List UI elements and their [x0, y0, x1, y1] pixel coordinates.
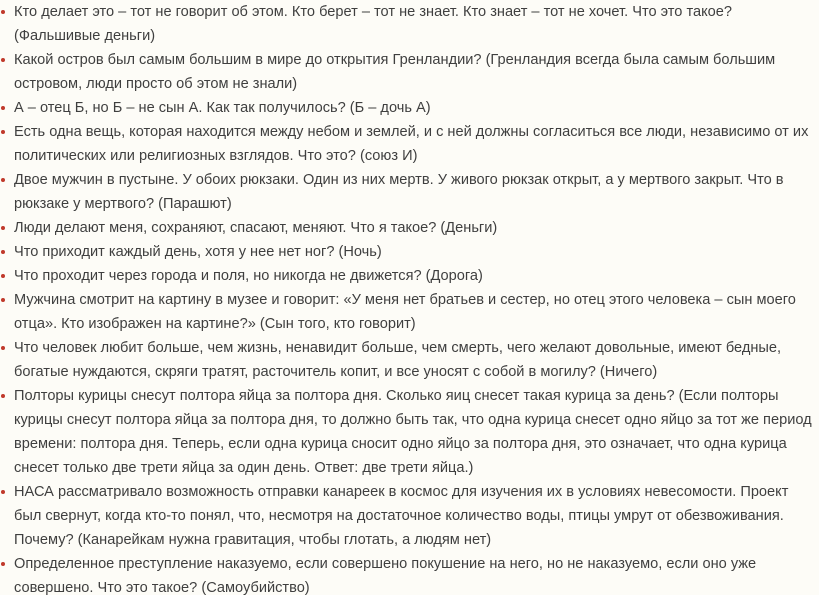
bullet-icon [1, 178, 5, 182]
bullet-icon [1, 274, 5, 278]
riddle-text: Кто делает это – тот не говорит об этом. Кто берет – тот не знает. Кто знает – тот не хочет. Что это такое? (Фальшивые деньги) [14, 4, 732, 44]
riddle-text: Что человек любит больше, чем жизнь, ненавидит больше, чем смерть, чего желают довольные, имеют бедные, богатые нуждаются, скряги тратят, расточитель копит, и все уносят с собой в могилу? (Ничего) [14, 340, 782, 380]
riddle-item [0, 384, 819, 480]
bullet-icon [1, 10, 5, 14]
riddle-item [0, 120, 819, 168]
bullet-icon [1, 490, 5, 494]
riddle-item [0, 0, 819, 48]
riddle-text: Люди делают меня, сохраняют, спасают, меняют. Что я такое? (Деньги) [14, 220, 498, 236]
riddle-text: Какой остров был самым большим в мире до открытия Гренландии? (Гренландия всегда была самым большим островом, люди просто об этом не знали) [14, 52, 776, 92]
riddle-text: А – отец Б, но Б – не сын А. Как так получилось? (Б – дочь А) [14, 100, 431, 116]
riddle-text: Мужчина смотрит на картину в музее и говорит: «У меня нет братьев и сестер, но отец этого человека – сын моего отца». Кто изображен на картине?» (Сын того, кто говорит) [14, 292, 796, 332]
riddle-item [0, 168, 819, 216]
riddle-text: Определенное преступление наказуемо, если совершено покушение на него, но не наказуемо, если оно уже совершено. Что это такое? (Самоубийство) [14, 556, 757, 595]
riddle-text: Что приходит каждый день, хотя у нее нет ног? (Ночь) [14, 244, 382, 260]
bullet-icon [1, 562, 5, 566]
riddle-item [0, 216, 819, 240]
riddle-item [0, 336, 819, 384]
riddle-text: Двое мужчин в пустыне. У обоих рюкзаки. Один из них мертв. У живого рюкзак открыт, а у мертвого закрыт. Что в рюкзаке у мертвого? (Парашют) [14, 172, 784, 212]
riddle-text: Полторы курицы снесут полтора яйца за полтора дня. Сколько яиц снесет такая курица за день? (Если полторы курицы снесут полтора яйца за полтора дня, то должно быть так, что одна курица снесет одно яйцо за тот же период времени: полтора дня. Теперь, если одна курица сносит одно яйцо за полтора дня, это означает, что одна курица снесет только две трети яйца за один день. Ответ: две трети яйца.) [14, 388, 812, 476]
riddle-item [0, 552, 819, 595]
bullet-icon [1, 58, 5, 62]
bullet-icon [1, 106, 5, 110]
riddle-text: НАСА рассматривало возможность отправки канареек в космос для изучения их в условиях невесомости. Проект был свернут, когда кто-то понял, что, несмотря на достаточное количество воды, птицы умрут от обезвоживания. Почему? (Канарейкам нужна гравитация, чтобы глотать, а людям нет) [14, 484, 789, 548]
riddle-item [0, 480, 819, 552]
bullet-icon [1, 130, 5, 134]
riddle-item [0, 240, 819, 264]
riddle-text: Есть одна вещь, которая находится между небом и землей, и с ней должны согласиться все люди, независимо от их политических или религиозных взглядов. Что это? (союз И) [14, 124, 809, 164]
riddle-text: Что проходит через города и поля, но никогда не движется? (Дорога) [14, 268, 483, 284]
bullet-icon [1, 346, 5, 350]
riddle-item [0, 264, 819, 288]
bullet-icon [1, 226, 5, 230]
bullet-icon [1, 298, 5, 302]
riddle-item [0, 96, 819, 120]
bullet-icon [1, 394, 5, 398]
riddle-item [0, 288, 819, 336]
bullet-icon [1, 250, 5, 254]
riddle-item [0, 48, 819, 96]
